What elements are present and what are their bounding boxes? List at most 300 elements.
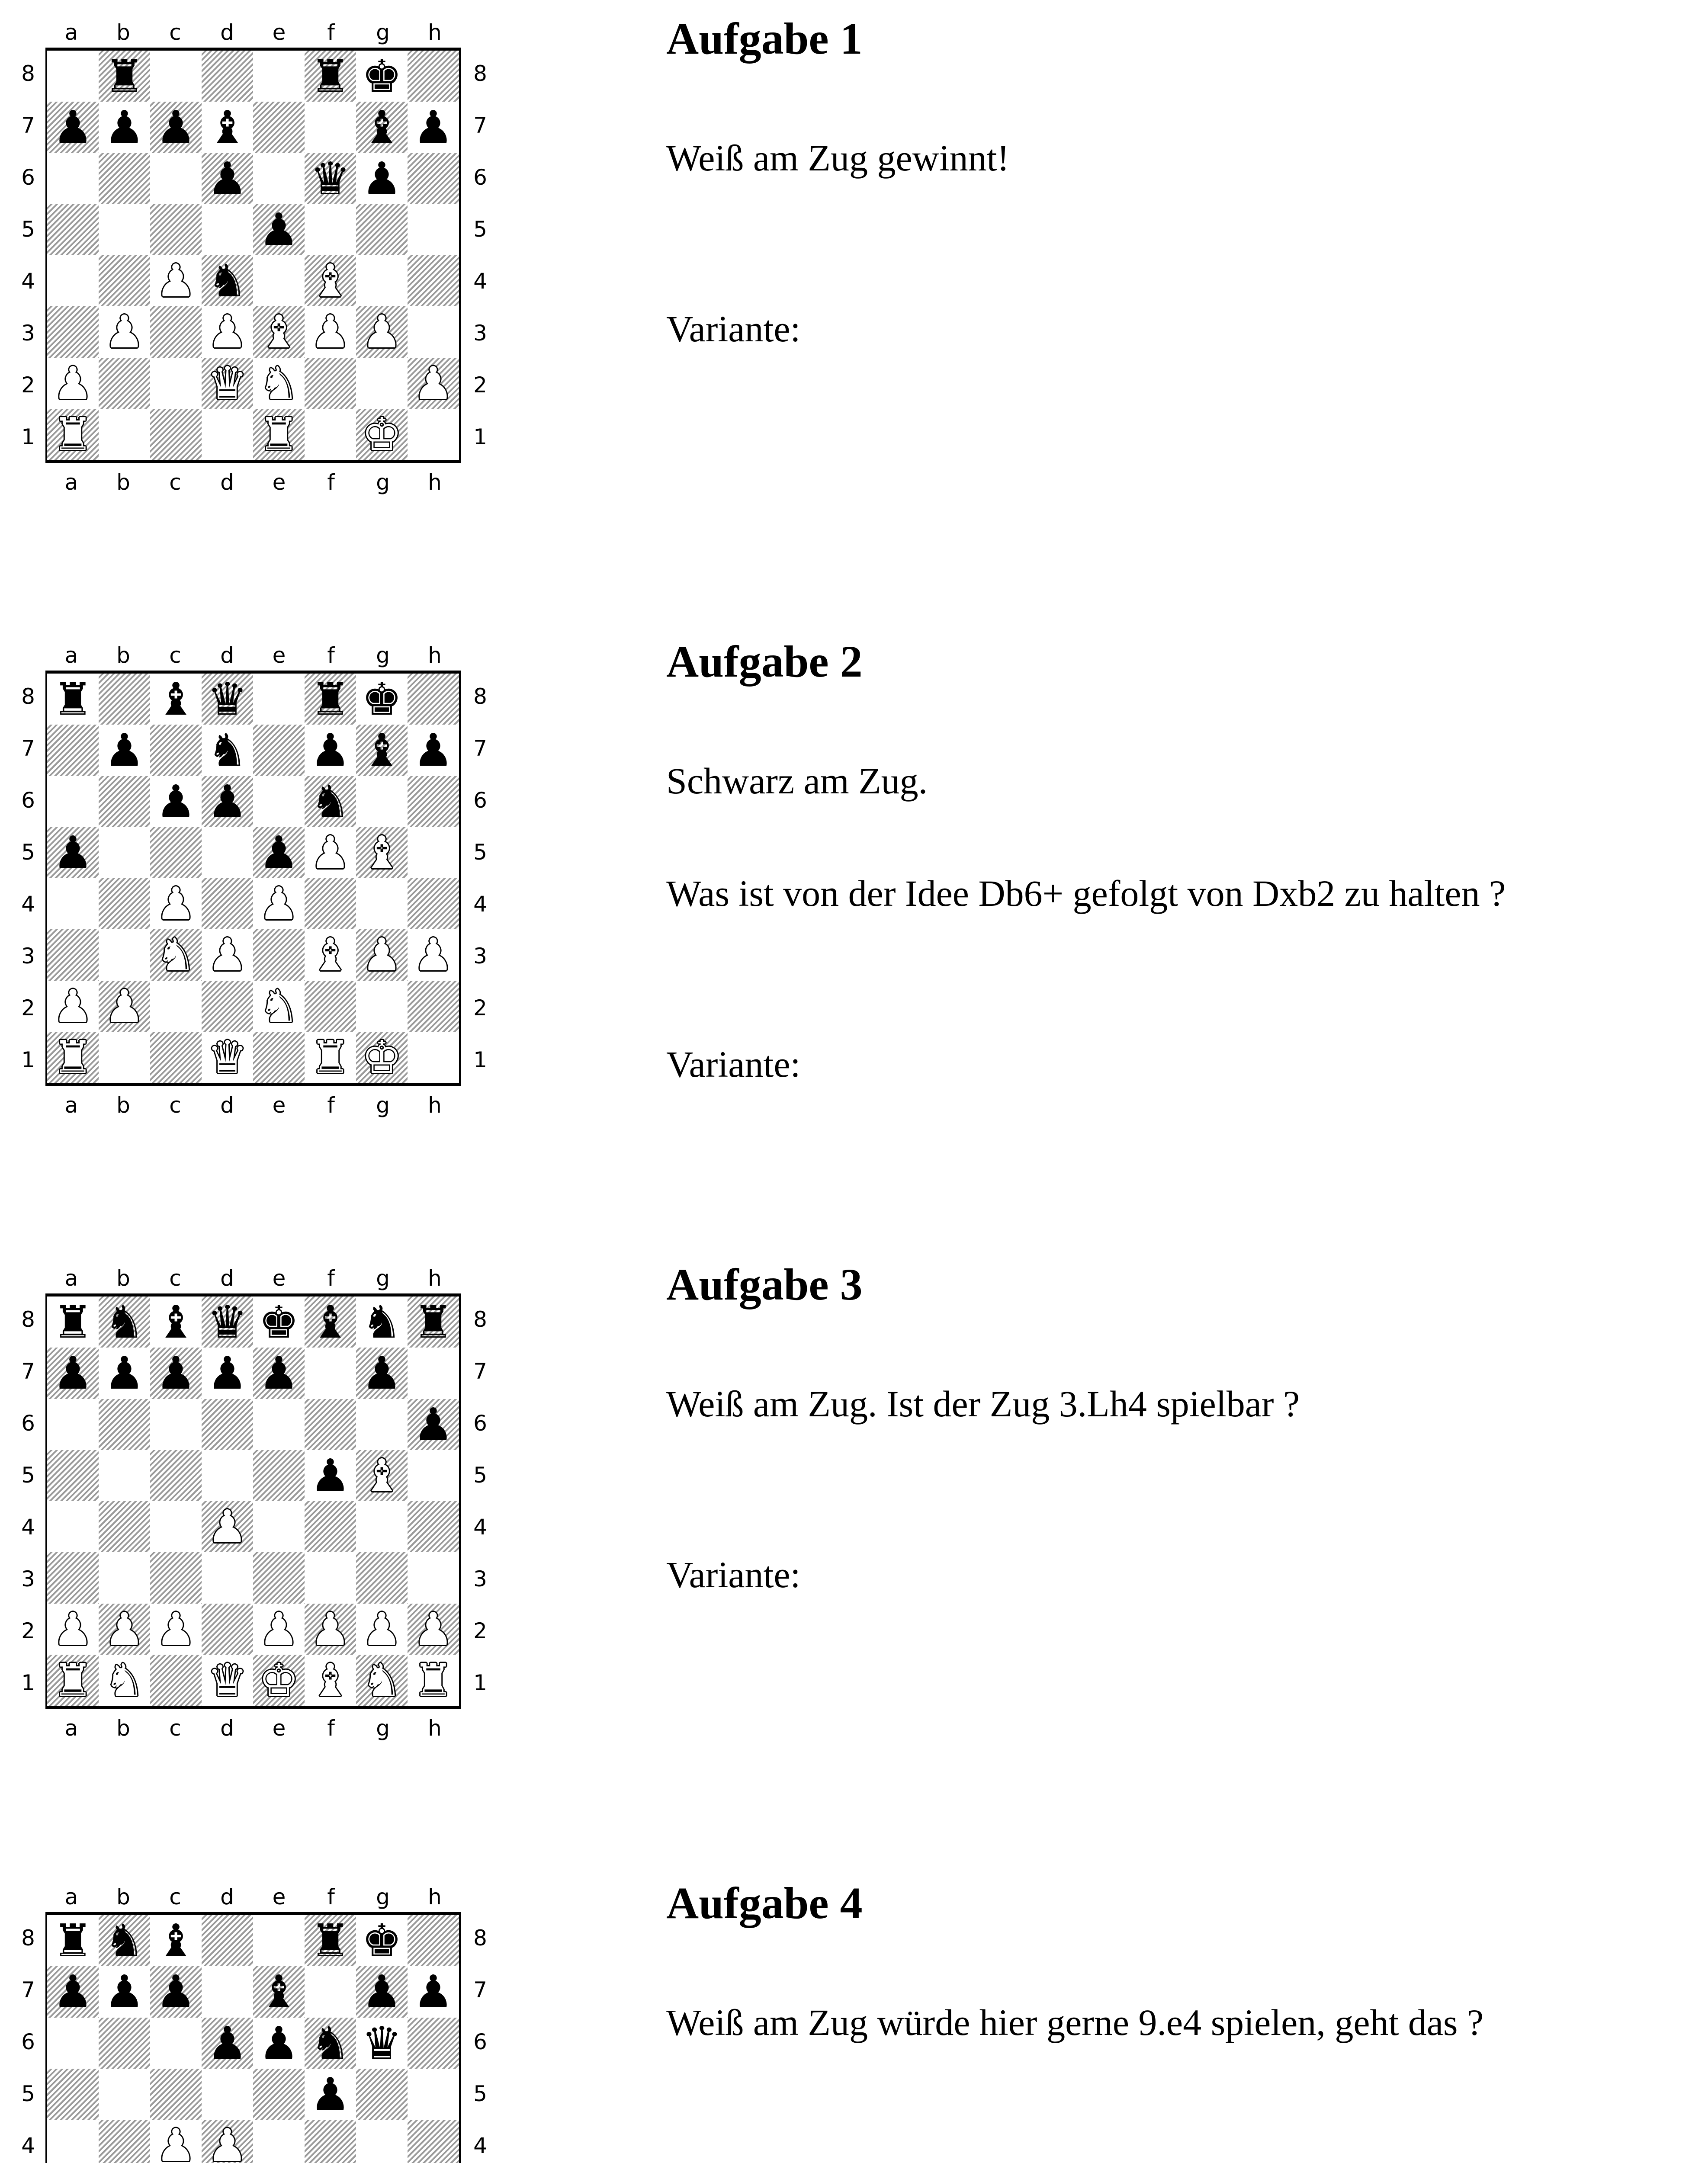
black-rook-icon: ♜ bbox=[413, 1297, 454, 1348]
file-labels-top bbox=[45, 1882, 461, 1912]
square-a1 bbox=[47, 1655, 99, 1706]
rank-label: 6 bbox=[21, 165, 35, 190]
file-label: c bbox=[169, 1093, 181, 1118]
white-pawn-icon: ♟ bbox=[155, 878, 196, 930]
square-g4 bbox=[356, 2120, 408, 2163]
black-rook-icon: ♜ bbox=[104, 51, 145, 102]
file-label: f bbox=[327, 1093, 335, 1118]
square-h8 bbox=[408, 1297, 459, 1348]
square-a8 bbox=[47, 1297, 99, 1348]
square-d8 bbox=[202, 1915, 253, 1966]
file-label: g bbox=[376, 1716, 390, 1741]
square-b6 bbox=[99, 2018, 150, 2069]
square-d8 bbox=[202, 674, 253, 725]
square-b7 bbox=[99, 1348, 150, 1399]
rank-label: 5 bbox=[473, 2081, 487, 2106]
black-queen-icon: ♛ bbox=[207, 1297, 248, 1348]
square-g8 bbox=[356, 674, 408, 725]
black-pawn-icon: ♟ bbox=[258, 2017, 299, 2069]
black-pawn-icon: ♟ bbox=[258, 827, 299, 878]
square-d6 bbox=[202, 776, 253, 827]
rank-label: 3 bbox=[21, 944, 35, 969]
white-king-icon: ♚ bbox=[361, 408, 402, 460]
rank-label: 4 bbox=[473, 1515, 487, 1540]
black-king-icon: ♚ bbox=[258, 1297, 299, 1348]
square-c6 bbox=[150, 2018, 202, 2069]
square-a4 bbox=[47, 1501, 99, 1552]
square-a4 bbox=[47, 255, 99, 306]
square-e1 bbox=[253, 409, 305, 460]
square-c1 bbox=[150, 1032, 202, 1083]
file-label: g bbox=[376, 20, 390, 45]
file-label: h bbox=[428, 470, 442, 495]
white-king-icon: ♚ bbox=[258, 1654, 299, 1706]
file-label: b bbox=[116, 20, 130, 45]
square-b5 bbox=[99, 827, 150, 878]
file-label: d bbox=[220, 1716, 234, 1741]
square-g2 bbox=[356, 358, 408, 409]
square-a6 bbox=[47, 1399, 99, 1450]
white-pawn-icon: ♟ bbox=[104, 306, 145, 358]
square-c5 bbox=[150, 1450, 202, 1501]
black-pawn-icon: ♟ bbox=[413, 725, 454, 776]
square-g5 bbox=[356, 1450, 408, 1501]
white-bishop-icon: ♝ bbox=[361, 1450, 402, 1501]
square-c1 bbox=[150, 1655, 202, 1706]
square-a4 bbox=[47, 878, 99, 929]
black-pawn-icon: ♟ bbox=[310, 2068, 351, 2120]
square-a3 bbox=[47, 1552, 99, 1603]
rank-label: 5 bbox=[473, 840, 487, 865]
square-f1 bbox=[305, 1655, 356, 1706]
square-e6 bbox=[253, 2018, 305, 2069]
file-label: b bbox=[116, 1093, 130, 1118]
square-g4 bbox=[356, 1501, 408, 1552]
square-h5 bbox=[408, 204, 459, 255]
file-label: h bbox=[428, 20, 442, 45]
rank-label: 8 bbox=[21, 684, 35, 709]
square-h2 bbox=[408, 358, 459, 409]
problem-1 bbox=[0, 0, 1708, 606]
square-a5 bbox=[47, 2069, 99, 2120]
rank-label: 2 bbox=[21, 372, 35, 398]
white-bishop-icon: ♝ bbox=[361, 827, 402, 878]
square-g5 bbox=[356, 204, 408, 255]
white-rook-icon: ♜ bbox=[52, 1654, 93, 1706]
square-b7 bbox=[99, 102, 150, 153]
rank-label: 2 bbox=[21, 1618, 35, 1643]
file-label: b bbox=[116, 1884, 130, 1909]
variant-label: Variante: bbox=[666, 1554, 801, 1595]
black-pawn-icon: ♟ bbox=[52, 1348, 93, 1399]
rank-labels-right bbox=[463, 1293, 498, 1709]
rank-label: 7 bbox=[473, 1977, 487, 2003]
problem-title: Aufgabe 3 bbox=[666, 1260, 863, 1309]
file-labels-top bbox=[45, 17, 461, 48]
description-line: Was ist von der Idee Db6+ gefolgt von Dxb2 zu halten ? bbox=[666, 873, 1506, 914]
square-c7 bbox=[150, 1348, 202, 1399]
rank-label: 3 bbox=[21, 321, 35, 346]
square-d4 bbox=[202, 2120, 253, 2163]
file-labels-top bbox=[45, 640, 461, 671]
file-label: f bbox=[327, 1266, 335, 1291]
file-label: f bbox=[327, 470, 335, 495]
square-e6 bbox=[253, 1399, 305, 1450]
file-label: c bbox=[169, 1716, 181, 1741]
square-e5 bbox=[253, 204, 305, 255]
problem-4 bbox=[0, 1865, 1708, 2163]
file-label: b bbox=[116, 1716, 130, 1741]
square-b8 bbox=[99, 51, 150, 102]
rank-label: 6 bbox=[473, 1411, 487, 1436]
square-f7 bbox=[305, 1966, 356, 2017]
square-d5 bbox=[202, 204, 253, 255]
square-b1 bbox=[99, 1655, 150, 1706]
black-bishop-icon: ♝ bbox=[258, 1966, 299, 2018]
file-label: a bbox=[64, 1266, 78, 1291]
file-label: e bbox=[272, 470, 286, 495]
white-pawn-icon: ♟ bbox=[258, 1603, 299, 1655]
square-b8 bbox=[99, 674, 150, 725]
square-d7 bbox=[202, 102, 253, 153]
square-f8 bbox=[305, 674, 356, 725]
rank-label: 6 bbox=[21, 2029, 35, 2054]
file-label: h bbox=[428, 1716, 442, 1741]
square-d6 bbox=[202, 1399, 253, 1450]
white-queen-icon: ♛ bbox=[207, 357, 248, 409]
square-d2 bbox=[202, 981, 253, 1032]
file-label: d bbox=[220, 1093, 234, 1118]
rank-label: 1 bbox=[473, 1047, 487, 1072]
square-e8 bbox=[253, 674, 305, 725]
white-knight-icon: ♞ bbox=[104, 1654, 145, 1706]
problem-title: Aufgabe 2 bbox=[666, 637, 863, 687]
black-pawn-icon: ♟ bbox=[310, 725, 351, 776]
square-h6 bbox=[408, 2018, 459, 2069]
black-rook-icon: ♜ bbox=[310, 674, 351, 725]
square-g6 bbox=[356, 2018, 408, 2069]
square-e4 bbox=[253, 878, 305, 929]
black-pawn-icon: ♟ bbox=[207, 2017, 248, 2069]
file-label: g bbox=[376, 1884, 390, 1909]
black-knight-icon: ♞ bbox=[207, 255, 248, 307]
file-label: c bbox=[169, 1266, 181, 1291]
file-labels-bottom bbox=[45, 1090, 461, 1120]
black-pawn-icon: ♟ bbox=[207, 153, 248, 204]
problem-3 bbox=[0, 1246, 1708, 1852]
square-c8 bbox=[150, 674, 202, 725]
chessboard bbox=[45, 48, 461, 463]
square-d2 bbox=[202, 1604, 253, 1655]
square-c2 bbox=[150, 358, 202, 409]
white-pawn-icon: ♟ bbox=[207, 2120, 248, 2163]
file-label: e bbox=[272, 20, 286, 45]
square-g5 bbox=[356, 2069, 408, 2120]
black-rook-icon: ♜ bbox=[310, 51, 351, 102]
black-bishop-icon: ♝ bbox=[155, 1915, 196, 1967]
file-label: f bbox=[327, 1884, 335, 1909]
square-e3 bbox=[253, 1552, 305, 1603]
rank-label: 5 bbox=[21, 2081, 35, 2106]
square-a5 bbox=[47, 204, 99, 255]
square-f7 bbox=[305, 1348, 356, 1399]
square-h6 bbox=[408, 1399, 459, 1450]
chessboard bbox=[45, 1293, 461, 1709]
chess-diagram bbox=[0, 1865, 485, 2163]
black-rook-icon: ♜ bbox=[52, 1915, 93, 1967]
rank-label: 8 bbox=[21, 61, 35, 86]
rank-label: 1 bbox=[473, 424, 487, 449]
black-pawn-icon: ♟ bbox=[104, 1966, 145, 2018]
square-a8 bbox=[47, 1915, 99, 1966]
square-a3 bbox=[47, 929, 99, 980]
rank-label: 6 bbox=[473, 2029, 487, 2054]
black-king-icon: ♚ bbox=[361, 51, 402, 102]
problem-description bbox=[666, 74, 1696, 242]
square-h6 bbox=[408, 153, 459, 204]
square-c3 bbox=[150, 929, 202, 980]
file-label: a bbox=[64, 1093, 78, 1118]
square-e4 bbox=[253, 1501, 305, 1552]
square-e8 bbox=[253, 1915, 305, 1966]
square-d1 bbox=[202, 1032, 253, 1083]
rank-label: 8 bbox=[21, 1307, 35, 1332]
chessboard bbox=[45, 671, 461, 1086]
square-b2 bbox=[99, 1604, 150, 1655]
rank-label: 6 bbox=[473, 165, 487, 190]
file-labels-bottom bbox=[45, 467, 461, 497]
problem-text bbox=[666, 13, 1696, 355]
square-e6 bbox=[253, 153, 305, 204]
square-e1 bbox=[253, 1032, 305, 1083]
rank-label: 2 bbox=[473, 1618, 487, 1643]
rank-label: 3 bbox=[473, 321, 487, 346]
square-b5 bbox=[99, 2069, 150, 2120]
black-pawn-icon: ♟ bbox=[258, 204, 299, 255]
square-h8 bbox=[408, 51, 459, 102]
square-c4 bbox=[150, 1501, 202, 1552]
square-h1 bbox=[408, 1032, 459, 1083]
white-pawn-icon: ♟ bbox=[52, 357, 93, 409]
rank-label: 7 bbox=[21, 736, 35, 761]
square-h5 bbox=[408, 1450, 459, 1501]
square-b8 bbox=[99, 1915, 150, 1966]
square-c8 bbox=[150, 51, 202, 102]
white-rook-icon: ♜ bbox=[258, 408, 299, 460]
white-rook-icon: ♜ bbox=[52, 408, 93, 460]
rank-label: 2 bbox=[473, 372, 487, 398]
black-pawn-icon: ♟ bbox=[207, 776, 248, 827]
square-c2 bbox=[150, 981, 202, 1032]
rank-label: 4 bbox=[473, 2133, 487, 2158]
file-label: c bbox=[169, 643, 181, 668]
black-pawn-icon: ♟ bbox=[258, 1348, 299, 1399]
file-label: d bbox=[220, 20, 234, 45]
white-queen-icon: ♛ bbox=[207, 1654, 248, 1706]
square-f5 bbox=[305, 1450, 356, 1501]
white-pawn-icon: ♟ bbox=[361, 306, 402, 358]
rank-label: 4 bbox=[473, 892, 487, 917]
black-king-icon: ♚ bbox=[361, 1915, 402, 1967]
black-rook-icon: ♜ bbox=[52, 674, 93, 725]
square-g3 bbox=[356, 1552, 408, 1603]
file-label: b bbox=[116, 470, 130, 495]
square-a7 bbox=[47, 1348, 99, 1399]
square-h4 bbox=[408, 1501, 459, 1552]
file-label: h bbox=[428, 1093, 442, 1118]
file-label: a bbox=[64, 470, 78, 495]
square-d1 bbox=[202, 409, 253, 460]
square-g7 bbox=[356, 725, 408, 776]
square-b3 bbox=[99, 306, 150, 357]
square-g1 bbox=[356, 1655, 408, 1706]
description-line: Weiß am Zug würde hier gerne 9.e4 spielen, geht das ? bbox=[666, 2002, 1484, 2043]
file-label: a bbox=[64, 1716, 78, 1741]
square-h1 bbox=[408, 1655, 459, 1706]
square-f7 bbox=[305, 102, 356, 153]
rank-labels-left bbox=[11, 1293, 45, 1709]
file-label: d bbox=[220, 1266, 234, 1291]
white-pawn-icon: ♟ bbox=[207, 929, 248, 981]
square-g4 bbox=[356, 878, 408, 929]
black-rook-icon: ♜ bbox=[52, 1297, 93, 1348]
square-f1 bbox=[305, 1032, 356, 1083]
description-line: Weiß am Zug gewinnt! bbox=[666, 137, 1010, 179]
file-label: b bbox=[116, 1266, 130, 1291]
chess-diagram bbox=[0, 1246, 485, 1808]
square-c6 bbox=[150, 1399, 202, 1450]
rank-label: 7 bbox=[473, 113, 487, 138]
white-bishop-icon: ♝ bbox=[310, 929, 351, 981]
square-g8 bbox=[356, 1297, 408, 1348]
square-d3 bbox=[202, 1552, 253, 1603]
square-c8 bbox=[150, 1297, 202, 1348]
square-d8 bbox=[202, 51, 253, 102]
rank-label: 3 bbox=[473, 1566, 487, 1592]
problem-text bbox=[666, 1877, 1696, 2163]
square-c4 bbox=[150, 878, 202, 929]
square-h1 bbox=[408, 409, 459, 460]
square-f6 bbox=[305, 2018, 356, 2069]
black-pawn-icon: ♟ bbox=[413, 1399, 454, 1450]
file-label: f bbox=[327, 20, 335, 45]
square-b4 bbox=[99, 255, 150, 306]
description-line: Schwarz am Zug. bbox=[666, 760, 928, 802]
black-pawn-icon: ♟ bbox=[361, 1966, 402, 2018]
white-pawn-icon: ♟ bbox=[155, 2120, 196, 2163]
square-h7 bbox=[408, 102, 459, 153]
file-label: a bbox=[64, 643, 78, 668]
black-bishop-icon: ♝ bbox=[361, 725, 402, 776]
square-d8 bbox=[202, 1297, 253, 1348]
square-f4 bbox=[305, 2120, 356, 2163]
square-b6 bbox=[99, 776, 150, 827]
square-e2 bbox=[253, 1604, 305, 1655]
rank-label: 3 bbox=[21, 1566, 35, 1592]
white-pawn-icon: ♟ bbox=[413, 929, 454, 981]
square-g1 bbox=[356, 1032, 408, 1083]
square-h4 bbox=[408, 2120, 459, 2163]
white-pawn-icon: ♟ bbox=[310, 1603, 351, 1655]
description-line: Weiß am Zug. Ist der Zug 3.Lh4 spielbar ? bbox=[666, 1383, 1300, 1425]
square-b4 bbox=[99, 1501, 150, 1552]
file-label: e bbox=[272, 1716, 286, 1741]
black-pawn-icon: ♟ bbox=[104, 102, 145, 153]
rank-label: 7 bbox=[473, 1359, 487, 1384]
rank-label: 5 bbox=[473, 217, 487, 242]
rank-labels-left bbox=[11, 671, 45, 1086]
square-a2 bbox=[47, 358, 99, 409]
square-a7 bbox=[47, 1966, 99, 2017]
square-f5 bbox=[305, 204, 356, 255]
square-e3 bbox=[253, 929, 305, 980]
square-g7 bbox=[356, 1966, 408, 2017]
square-c7 bbox=[150, 1966, 202, 2017]
black-pawn-icon: ♟ bbox=[52, 1966, 93, 2018]
square-f4 bbox=[305, 878, 356, 929]
rank-labels-right bbox=[463, 48, 498, 463]
square-b3 bbox=[99, 1552, 150, 1603]
square-h5 bbox=[408, 827, 459, 878]
square-g6 bbox=[356, 153, 408, 204]
file-labels-top bbox=[45, 1263, 461, 1293]
square-h8 bbox=[408, 674, 459, 725]
file-label: e bbox=[272, 643, 286, 668]
chess-diagram bbox=[0, 0, 485, 562]
problem-text bbox=[666, 1259, 1696, 1601]
rank-label: 1 bbox=[21, 424, 35, 449]
rank-label: 6 bbox=[21, 1411, 35, 1436]
white-bishop-icon: ♝ bbox=[310, 255, 351, 307]
square-d5 bbox=[202, 827, 253, 878]
square-e4 bbox=[253, 255, 305, 306]
chessboard bbox=[45, 1912, 461, 2163]
square-e7 bbox=[253, 725, 305, 776]
white-pawn-icon: ♟ bbox=[361, 929, 402, 981]
square-e3 bbox=[253, 306, 305, 357]
square-b4 bbox=[99, 878, 150, 929]
square-h6 bbox=[408, 776, 459, 827]
square-b3 bbox=[99, 929, 150, 980]
square-h3 bbox=[408, 1552, 459, 1603]
file-label: f bbox=[327, 643, 335, 668]
square-h2 bbox=[408, 1604, 459, 1655]
white-knight-icon: ♞ bbox=[155, 929, 196, 981]
file-label: b bbox=[116, 643, 130, 668]
square-a2 bbox=[47, 1604, 99, 1655]
white-pawn-icon: ♟ bbox=[413, 357, 454, 409]
square-d3 bbox=[202, 929, 253, 980]
black-pawn-icon: ♟ bbox=[52, 827, 93, 878]
black-pawn-icon: ♟ bbox=[104, 725, 145, 776]
square-d7 bbox=[202, 1966, 253, 2017]
square-f8 bbox=[305, 1297, 356, 1348]
square-d4 bbox=[202, 878, 253, 929]
file-label: d bbox=[220, 470, 234, 495]
square-c6 bbox=[150, 153, 202, 204]
square-h4 bbox=[408, 255, 459, 306]
rank-label: 4 bbox=[21, 892, 35, 917]
square-c3 bbox=[150, 1552, 202, 1603]
problem-title: Aufgabe 1 bbox=[666, 14, 863, 64]
white-pawn-icon: ♟ bbox=[52, 1603, 93, 1655]
square-f2 bbox=[305, 981, 356, 1032]
rank-label: 8 bbox=[21, 1926, 35, 1951]
rank-label: 4 bbox=[473, 269, 487, 294]
white-pawn-icon: ♟ bbox=[155, 255, 196, 307]
square-d4 bbox=[202, 1501, 253, 1552]
black-pawn-icon: ♟ bbox=[207, 1348, 248, 1399]
